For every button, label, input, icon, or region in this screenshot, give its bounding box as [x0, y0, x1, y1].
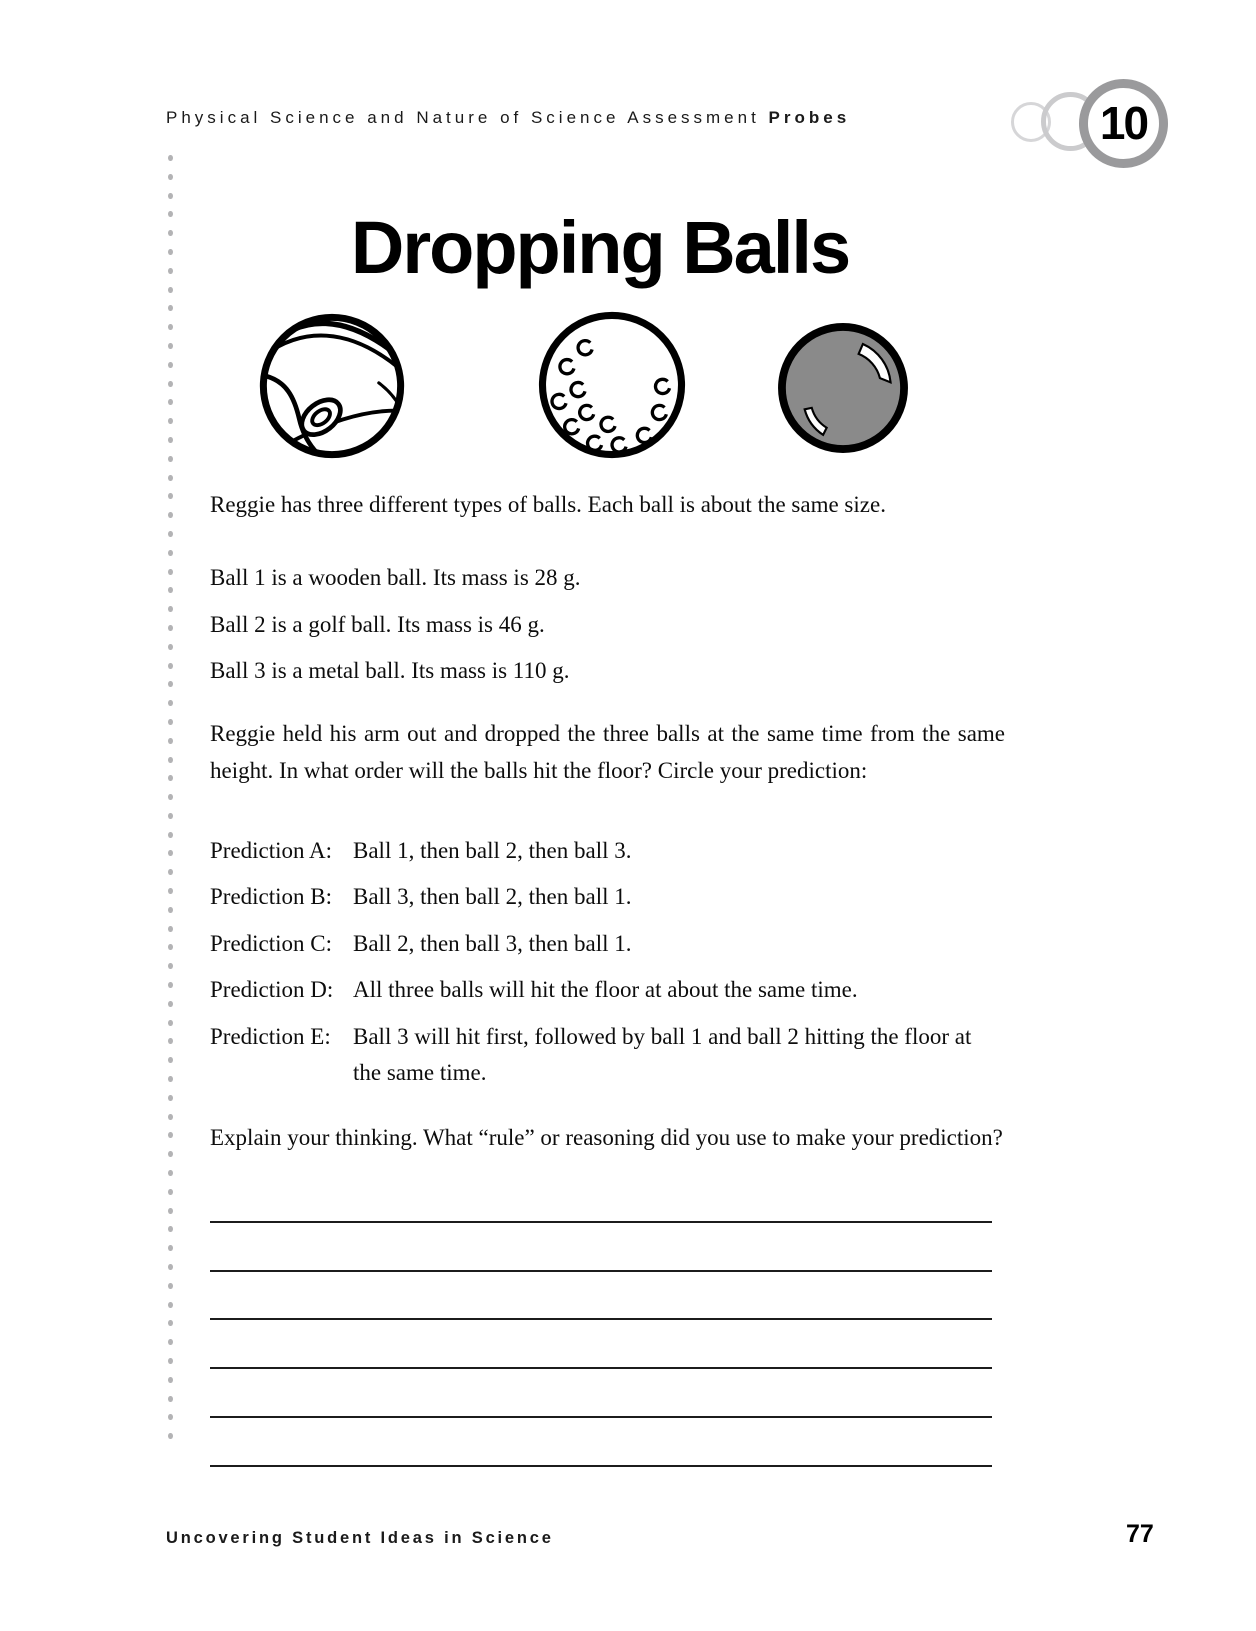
- margin-dot: [168, 1114, 173, 1120]
- margin-dot: [168, 1020, 173, 1026]
- prediction-option-c[interactable]: [210, 926, 1010, 962]
- margin-dot: [168, 324, 173, 330]
- answer-lines: [210, 1174, 992, 1467]
- margin-dot: [168, 907, 173, 913]
- scenario-paragraph: Reggie held his arm out and dropped the three balls at the same time from the same height. In what order will the balls hit the floor? Circle your prediction:: [210, 721, 1005, 783]
- margin-dot: [168, 944, 173, 950]
- margin-dot: [168, 775, 173, 781]
- answer-line[interactable]: [210, 1369, 992, 1418]
- ball-facts: [210, 560, 1000, 700]
- margin-dot: [168, 493, 173, 499]
- margin-dot: [168, 700, 173, 706]
- prediction-option-a[interactable]: [210, 833, 1010, 869]
- margin-dot: [168, 587, 173, 593]
- ball-fact-2: Ball 2 is a golf ball. Its mass is 46 g.: [210, 611, 545, 637]
- prediction-option-e[interactable]: [210, 1019, 1010, 1092]
- prediction-label: Prediction D:: [210, 977, 334, 1003]
- margin-dot: [168, 1320, 173, 1326]
- margin-dot: [168, 531, 173, 537]
- margin-dot: [168, 343, 173, 349]
- margin-dot: [168, 926, 173, 932]
- margin-dot: [168, 1283, 173, 1289]
- margin-dot: [168, 437, 173, 443]
- margin-dot: [168, 832, 173, 838]
- margin-dot: [168, 888, 173, 894]
- answer-line[interactable]: [210, 1174, 992, 1223]
- answer-line[interactable]: [210, 1272, 992, 1321]
- margin-dot: [168, 1302, 173, 1308]
- margin-dot: [168, 794, 173, 800]
- margin-dot: [168, 982, 173, 988]
- margin-dot: [168, 963, 173, 969]
- margin-dot: [168, 1170, 173, 1176]
- answer-line[interactable]: [210, 1320, 992, 1369]
- answer-line[interactable]: [210, 1418, 992, 1467]
- prediction-label: Prediction A:: [210, 838, 333, 863]
- prediction-list: [210, 833, 1010, 1102]
- margin-dot: [168, 850, 173, 856]
- prediction-text: Ball 3, then ball 2, then ball 1.: [353, 884, 632, 910]
- margin-dot: [168, 1396, 173, 1402]
- margin-dot: [168, 1264, 173, 1270]
- margin-dot: [168, 399, 173, 405]
- margin-dot: [168, 1076, 173, 1082]
- margin-dot: [168, 1001, 173, 1007]
- series-title: Physical Science and Nature of Science Assessment: [166, 108, 769, 127]
- ball-fact-1: Ball 1 is a wooden ball. Its mass is 28 g.: [210, 565, 581, 590]
- margin-dot: [168, 1433, 173, 1439]
- margin-dot: [168, 1208, 173, 1214]
- prediction-label: Prediction E:: [210, 1023, 331, 1049]
- ball-fact-3: Ball 3 is a metal ball. Its mass is 110 g.: [210, 658, 570, 683]
- margin-dot: [168, 1189, 173, 1195]
- page-header: [166, 108, 850, 128]
- margin-dot: [168, 1095, 173, 1101]
- intro-paragraph: Reggie has three different types of balls. Each ball is about the same size.: [210, 492, 886, 517]
- margin-dot: [168, 813, 173, 819]
- margin-dot: [168, 644, 173, 650]
- margin-dot: [168, 625, 173, 631]
- margin-dot: [168, 1358, 173, 1364]
- margin-dot: [168, 305, 173, 311]
- answer-line[interactable]: [210, 1223, 992, 1272]
- margin-dot: [168, 475, 173, 481]
- margin-dot: [168, 456, 173, 462]
- explain-prompt: Explain your thinking. What “rule” or reasoning did you use to make your prediction?: [210, 1125, 1003, 1150]
- margin-dot: [168, 1245, 173, 1251]
- margin-dot: [168, 663, 173, 669]
- page-title: Dropping Balls: [350, 206, 850, 289]
- prediction-text: Ball 1, then ball 2, then ball 3.: [353, 838, 632, 863]
- golf-ball-icon: [533, 306, 691, 464]
- margin-dot: [168, 174, 173, 180]
- probe-number: 10: [1099, 96, 1148, 149]
- margin-dot: [168, 1414, 173, 1420]
- margin-dot: [168, 512, 173, 518]
- margin-dot: [168, 1226, 173, 1232]
- margin-dot: [168, 381, 173, 387]
- margin-dot: [168, 193, 173, 199]
- margin-dot: [168, 719, 173, 725]
- margin-dot: [168, 1038, 173, 1044]
- margin-dotted-line: [168, 155, 174, 1452]
- margin-dot: [168, 155, 173, 161]
- margin-dot: [168, 681, 173, 687]
- prediction-text: All three balls will hit the floor at about the same time.: [353, 977, 858, 1003]
- margin-dot: [168, 1151, 173, 1157]
- prediction-option-d[interactable]: [210, 972, 1010, 1008]
- footer-book-title: Uncovering Student Ideas in Science: [166, 1529, 554, 1547]
- prediction-text: Ball 2, then ball 3, then ball 1.: [353, 930, 632, 956]
- prediction-text: Ball 3 will hit first, followed by ball 1 and ball 2 hitting the floor at the same time.: [353, 1023, 972, 1086]
- margin-dot: [168, 550, 173, 556]
- prediction-label: Prediction B:: [210, 884, 333, 910]
- margin-dot: [168, 1339, 173, 1345]
- margin-dot: [168, 606, 173, 612]
- series-title-bold: Probes: [768, 108, 851, 127]
- margin-dot: [168, 418, 173, 424]
- margin-dot: [168, 757, 173, 763]
- probe-number-badge: [1079, 79, 1168, 168]
- footer-page-number: 77: [1126, 1520, 1154, 1548]
- prediction-option-b[interactable]: [210, 879, 1010, 915]
- margin-dot: [168, 1057, 173, 1063]
- prediction-label: Prediction C:: [210, 930, 333, 956]
- margin-dot: [168, 362, 173, 368]
- margin-dot: [168, 1132, 173, 1138]
- margin-dot: [168, 738, 173, 744]
- metal-ball-icon: [772, 317, 914, 459]
- margin-dot: [168, 1377, 173, 1383]
- wooden-ball-icon: [254, 308, 410, 464]
- margin-dot: [168, 569, 173, 575]
- margin-dot: [168, 869, 173, 875]
